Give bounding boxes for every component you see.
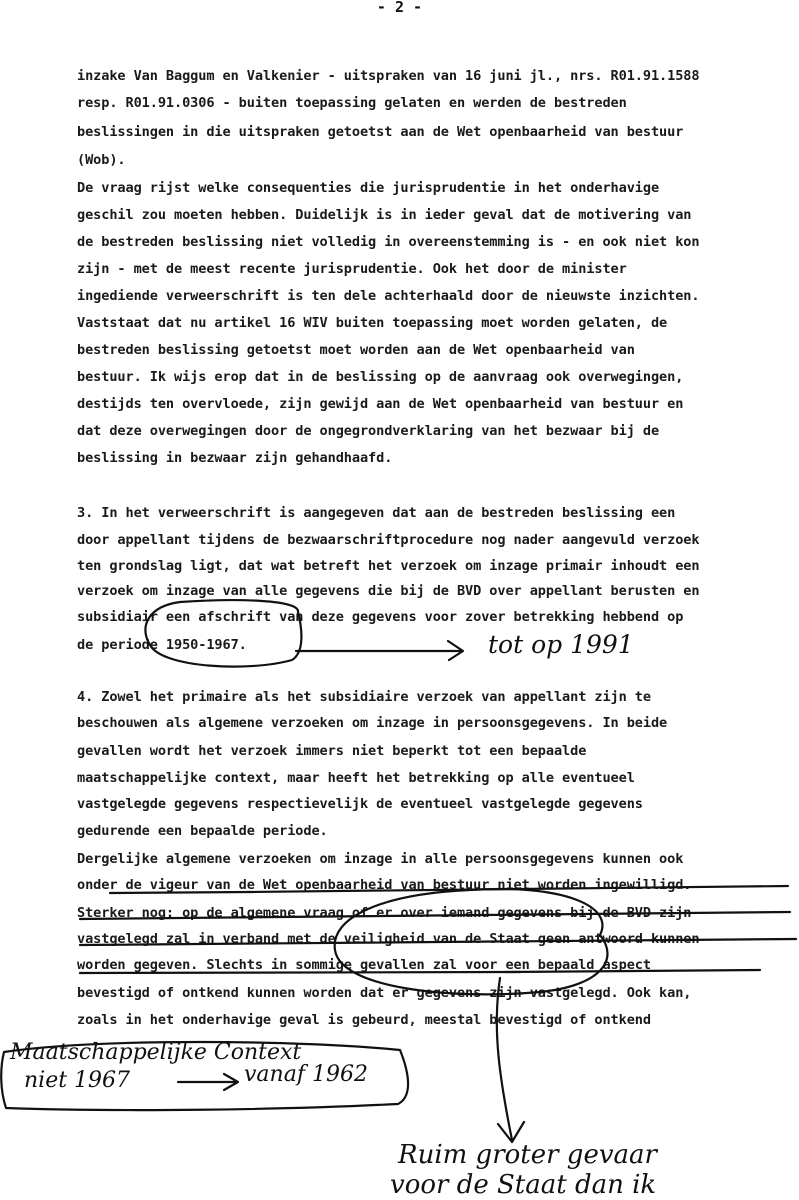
body-line: De vraag rijst welke consequenties die jurisprudentie in het onderhavige (77, 180, 660, 196)
body-line: onder de vigeur van de Wet openbaarheid van bestuur niet worden ingewilligd. (77, 877, 692, 893)
body-line: destijds ten overvloede, zijn gewijd aan de Wet openbaarheid van bestuur en (77, 396, 684, 412)
body-line: worden gegeven. Slechts in sommige gevallen zal voor een bepaald aspect (77, 957, 651, 973)
body-line: beschouwen als algemene verzoeken om inzage in persoonsgegevens. In beide (77, 715, 668, 731)
page-number: - 2 - (376, 0, 423, 16)
handwritten-niet-1967: niet 1967 (24, 1068, 131, 1093)
body-line: door appellant tijdens de bezwaarschriftprocedure nog nader aangevuld verzoek (77, 532, 700, 548)
body-line: beslissingen in die uitspraken getoetst aan de Wet openbaarheid van bestuur (77, 124, 684, 140)
body-line: Vaststaat dat nu artikel 16 WIV buiten toepassing moet worden gelaten, de (77, 315, 668, 331)
body-line: bestreden beslissing getoetst moet worden aan de Wet openbaarheid van (77, 342, 635, 358)
arrow-down-mark (497, 978, 524, 1142)
oval-period-mark (145, 600, 301, 666)
body-line: 4. Zowel het primaire als het subsidiaire verzoek van appellant zijn te (77, 689, 651, 705)
body-line: gedurende een bepaalde periode. (77, 823, 328, 839)
underline-mark (80, 939, 796, 945)
body-line: zoals in het onderhavige geval is gebeurd, meestal bevestigd of ontkend (77, 1012, 651, 1028)
body-line: gevallen wordt het verzoek immers niet beperkt tot een bepaalde (77, 743, 587, 759)
body-line: ten grondslag ligt, dat wat betreft het verzoek om inzage primair inhoudt een (77, 558, 700, 574)
body-line: resp. R01.91.0306 - buiten toepassing gelaten en werden de bestreden (77, 95, 627, 111)
body-line: dat deze overwegingen door de ongegrondverklaring van het bezwaar bij de (77, 423, 660, 439)
handwritten-context: Maatschappelijke Context (10, 1040, 302, 1065)
body-line: Dergelijke algemene verzoeken om inzage in alle persoonsgegevens kunnen ook (77, 851, 684, 867)
handwritten-tot-op: tot op 1991 (488, 630, 634, 659)
body-line: inzake Van Baggum en Valkenier - uitspraken van 16 juni jl., nrs. R01.91.1588 (77, 68, 700, 84)
body-line: Sterker nog: op de algemene vraag of er over iemand gegevens bij de BVD zijn (77, 905, 692, 921)
underline-mark (80, 972, 520, 973)
underline-mark (80, 912, 790, 919)
arrow-to-date-mark (296, 641, 463, 660)
body-line: verzoek om inzage van alle gegevens die bij de BVD over appellant berusten en (77, 583, 700, 599)
body-line: (Wob). (77, 152, 126, 168)
underline-mark (505, 970, 760, 972)
body-line: zijn - met de meest recente jurisprudentie. Ook het door de minister (77, 261, 627, 277)
body-line: bestuur. Ik wijs erop dat in de beslissing op de aanvraag ook overwegingen, (77, 369, 684, 385)
body-line: ingediende verweerschrift is ten dele achterhaald door de nieuwste inzichten. (77, 288, 700, 304)
body-line: 3. In het verweerschrift is aangegeven dat aan de bestreden beslissing een (77, 505, 676, 521)
margin-arrow-mark (178, 1074, 238, 1090)
body-line: de periode 1950-1967. (77, 637, 247, 653)
body-line: maatschappelijke context, maar heeft het betrekking op alle eventueel (77, 770, 635, 786)
handwritten-bottom-1: Ruim groter gevaar (398, 1140, 657, 1170)
body-line: de bestreden beslissing niet volledig in overeenstemming is - en ook niet kon (77, 234, 700, 250)
body-line: geschil zou moeten hebben. Duidelijk is in ieder geval dat de motivering van (77, 207, 692, 223)
body-line: vastgelegd zal in verband met de veiligheid van de Staat geen antwoord kunnen (77, 931, 700, 947)
handwritten-bottom-2: voor de Staat dan ik (390, 1170, 657, 1200)
underline-mark (110, 892, 250, 893)
body-line: subsidiair een afschrift van deze gegevens voor zover betrekking hebbend op (77, 609, 684, 625)
body-line: vastgelegde gegevens respectievelijk de eventueel vastgelegde gegevens (77, 796, 643, 812)
body-line: beslissing in bezwaar zijn gehandhaafd. (77, 450, 393, 466)
body-line: bevestigd of ontkend kunnen worden dat er gegevens zijn vastgelegd. Ook kan, (77, 985, 692, 1001)
handwritten-vanaf-1962: vanaf 1962 (244, 1062, 368, 1087)
